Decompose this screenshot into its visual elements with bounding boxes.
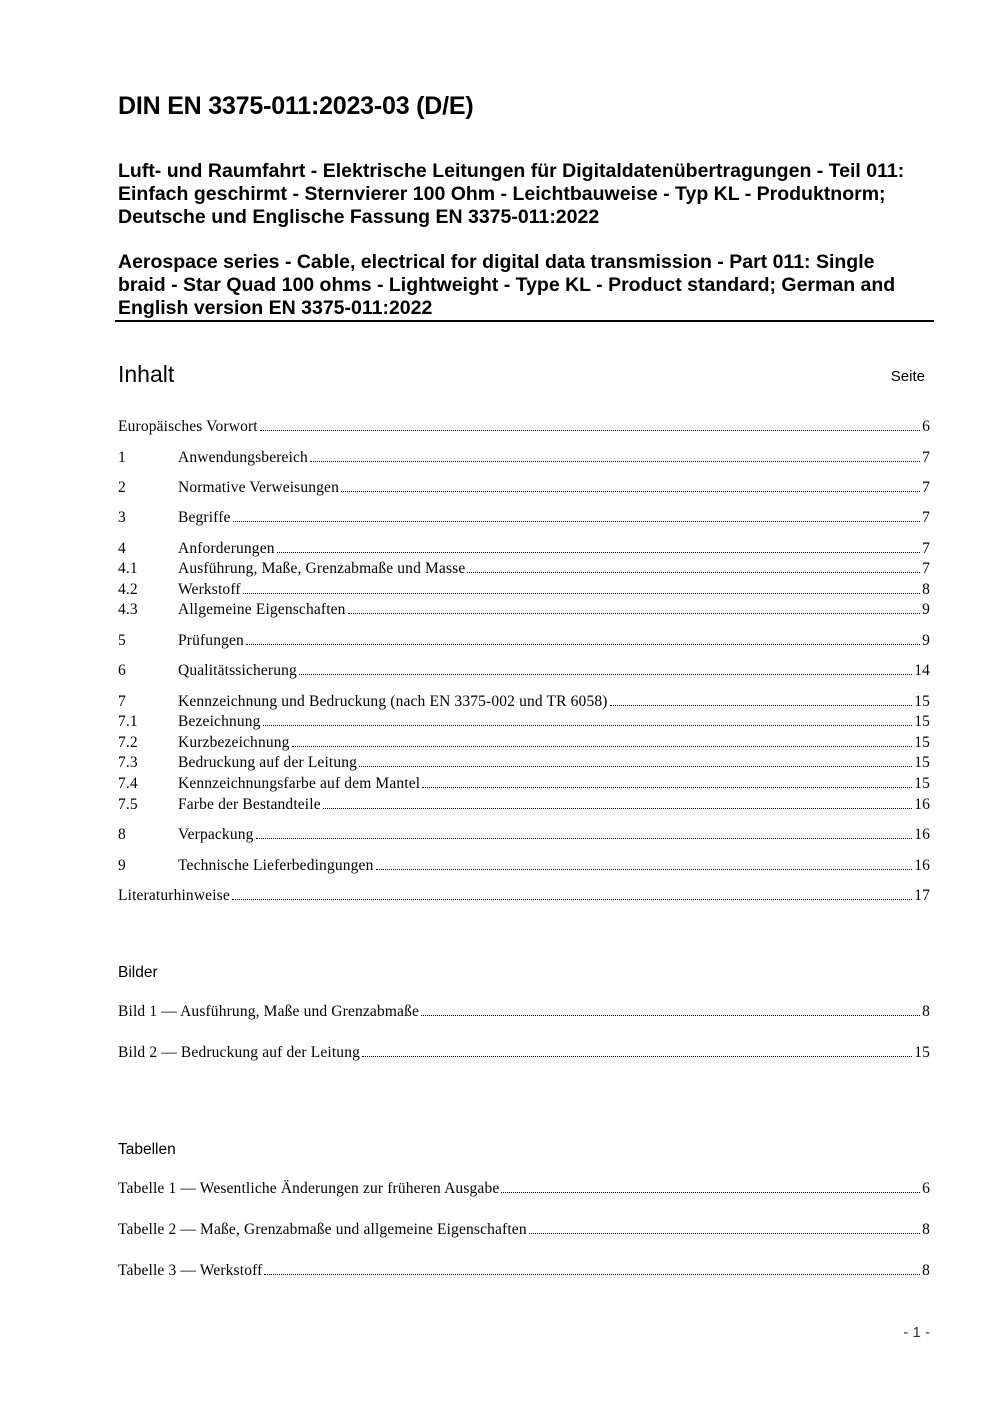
toc-entry[interactable] — [118, 539, 930, 559]
page-number: - 1 - — [903, 1324, 930, 1341]
toc-entry-page: 15 — [914, 693, 930, 710]
dot-leader — [359, 766, 912, 767]
dot-leader — [260, 430, 920, 431]
dot-leader — [246, 644, 920, 645]
figure-entry-page: 8 — [922, 1003, 930, 1020]
dot-leader — [310, 461, 920, 462]
toc-entry-number: 7.2 — [118, 734, 138, 751]
toc-entry-number: 4.1 — [118, 560, 138, 577]
figure-entry[interactable] — [118, 1002, 930, 1022]
table-entry-label: Tabelle 2 — Maße, Grenzabmaße und allgemeine Eigenschaften — [118, 1221, 527, 1238]
title-german-line: Deutsche und Englische Fassung EN 3375-011:2022 — [118, 206, 600, 228]
dot-leader — [277, 552, 920, 553]
toc-entry-page: 8 — [922, 581, 930, 598]
title-english-line: Aerospace series - Cable, electrical for digital data transmission - Part 011: Single — [118, 251, 875, 273]
dot-leader — [292, 746, 913, 747]
toc-entry-page: 7 — [922, 449, 930, 466]
toc-entry-label: Kurzbezeichnung — [178, 734, 290, 751]
toc-entry[interactable] — [118, 774, 930, 794]
toc-entry-page: 15 — [914, 775, 930, 792]
toc-entry-page: 17 — [914, 887, 930, 904]
title-german-line: Luft- und Raumfahrt - Elektrische Leitungen für Digitaldatenübertragungen - Teil 011: — [118, 160, 905, 182]
figure-entry-label: Bild 1 — Ausführung, Maße und Grenzabmaße — [118, 1003, 420, 1020]
dot-leader — [264, 1274, 920, 1275]
title-english-line: braid - Star Quad 100 ohms - Lightweight - Type KL - Product standard; German and — [118, 274, 896, 296]
toc-entry-label: Werkstoff — [178, 581, 241, 598]
toc-entry[interactable] — [118, 508, 930, 528]
toc-entry-number: 4.3 — [118, 601, 138, 618]
figure-entry[interactable] — [118, 1043, 930, 1063]
dot-leader — [243, 593, 920, 594]
figure-entry-page: 15 — [914, 1044, 930, 1061]
toc-entry-number: 7.4 — [118, 775, 138, 792]
toc-entry-page: 9 — [922, 632, 930, 649]
table-entry-page: 6 — [922, 1180, 930, 1197]
toc-entry[interactable] — [118, 559, 930, 579]
toc-entry-page: 16 — [914, 796, 930, 813]
toc-entry-number: 7 — [118, 693, 126, 710]
dot-leader — [467, 572, 920, 573]
toc-entry[interactable] — [118, 795, 930, 815]
toc-entry-number: 8 — [118, 826, 126, 843]
toc-entry[interactable] — [118, 692, 930, 712]
toc-entry[interactable] — [118, 886, 930, 906]
toc-page-column-label: Seite — [890, 368, 925, 385]
table-entry-page: 8 — [922, 1262, 930, 1279]
toc-heading: Inhalt — [118, 361, 175, 387]
toc-entry-number: 7.3 — [118, 754, 138, 771]
toc-entry-label: Verpackung — [178, 826, 254, 843]
toc-entry-label: Technische Lieferbedingungen — [178, 857, 374, 874]
title-german — [118, 160, 933, 229]
dot-leader — [376, 869, 913, 870]
dot-leader — [233, 521, 921, 522]
toc-entry-label: Kennzeichnungsfarbe auf dem Mantel — [178, 775, 421, 792]
toc-entry-number: 6 — [118, 662, 126, 679]
dot-leader — [341, 491, 920, 492]
toc-entry[interactable] — [118, 753, 930, 773]
toc-entry[interactable] — [118, 448, 930, 468]
dot-leader — [323, 808, 912, 809]
toc-entry-number: 2 — [118, 479, 126, 496]
toc-entry-number: 4 — [118, 540, 126, 557]
toc-entry-label: Qualitätssicherung — [178, 662, 297, 679]
toc-entry-label: Farbe der Bestandteile — [178, 796, 321, 813]
toc-entry-page: 15 — [914, 713, 930, 730]
dot-leader — [256, 838, 913, 839]
toc-entry-label: Normative Verweisungen — [178, 479, 339, 496]
toc-entry-label: Europäisches Vorwort — [118, 418, 258, 435]
dot-leader — [501, 1192, 920, 1193]
dot-leader — [263, 725, 913, 726]
toc-entry-number: 4.2 — [118, 581, 138, 598]
toc-entry-label: Allgemeine Eigenschaften — [178, 601, 346, 618]
title-german-line: Einfach geschirmt - Sternvierer 100 Ohm - Leichtbauweise - Typ KL - Produktnorm; — [118, 183, 886, 205]
toc-entry-page: 16 — [914, 826, 930, 843]
toc-entry-label: Begriffe — [178, 509, 231, 526]
toc-entry[interactable] — [118, 661, 930, 681]
toc-entry-label: Ausführung, Maße, Grenzabmaße und Masse — [178, 560, 466, 577]
toc-entry-page: 16 — [914, 857, 930, 874]
toc-entry-label: Anwendungsbereich — [178, 449, 308, 466]
toc-entry-number: 3 — [118, 509, 126, 526]
toc-entry-page: 7 — [922, 540, 930, 557]
toc-entry-label: Kennzeichnung und Bedruckung (nach EN 3375-002 und TR 6058) — [178, 693, 608, 710]
dot-leader — [299, 674, 912, 675]
table-entry[interactable] — [118, 1220, 930, 1240]
table-entry-label: Tabelle 1 — Wesentliche Änderungen zur früheren Ausgabe — [118, 1180, 500, 1197]
toc-entry-page: 14 — [914, 662, 930, 679]
toc-entry-page: 15 — [914, 734, 930, 751]
toc-entry[interactable] — [118, 825, 930, 845]
toc-entry[interactable] — [118, 580, 930, 600]
header-divider — [115, 320, 934, 322]
toc-entry-page: 9 — [922, 601, 930, 618]
toc-entry-label: Prüfungen — [178, 632, 244, 649]
table-entry[interactable] — [118, 1261, 930, 1281]
table-entry-page: 8 — [922, 1221, 930, 1238]
toc-entry-number: 9 — [118, 857, 126, 874]
dot-leader — [362, 1056, 912, 1057]
toc-entry-number: 1 — [118, 449, 126, 466]
toc-entry[interactable] — [118, 712, 930, 732]
dot-leader — [348, 613, 921, 614]
toc-entry-page: 7 — [922, 509, 930, 526]
toc-entry-label: Bezeichnung — [178, 713, 261, 730]
title-english — [118, 251, 933, 320]
toc-entry[interactable] — [118, 856, 930, 876]
toc-entry-page: 15 — [914, 754, 930, 771]
toc-entry[interactable] — [118, 417, 930, 437]
dot-leader — [529, 1233, 920, 1234]
dot-leader — [610, 705, 913, 706]
document-id: DIN EN 3375-011:2023-03 (D/E) — [118, 92, 474, 120]
figure-entry-label: Bild 2 — Bedruckung auf der Leitung — [118, 1044, 361, 1061]
dot-leader — [422, 787, 912, 788]
table-entry[interactable] — [118, 1179, 930, 1199]
figures-heading: Bilder — [118, 964, 158, 981]
toc-entry-label: Literaturhinweise — [118, 887, 230, 904]
dot-leader — [232, 899, 912, 900]
toc-entry-label: Anforderungen — [178, 540, 275, 557]
toc-entry-number: 7.5 — [118, 796, 138, 813]
toc-entry[interactable] — [118, 733, 930, 753]
toc-entry-page: 6 — [922, 418, 930, 435]
toc-entry-number: 5 — [118, 632, 126, 649]
table-entry-label: Tabelle 3 — Werkstoff — [118, 1262, 263, 1279]
toc-entry-page: 7 — [922, 479, 930, 496]
toc-entry-page: 7 — [922, 560, 930, 577]
toc-entry[interactable] — [118, 631, 930, 651]
dot-leader — [421, 1015, 920, 1016]
toc-entry[interactable] — [118, 478, 930, 498]
tables-heading: Tabellen — [118, 1141, 176, 1158]
toc-entry-number: 7.1 — [118, 713, 138, 730]
title-english-line: English version EN 3375-011:2022 — [118, 297, 433, 319]
toc-entry[interactable] — [118, 600, 930, 620]
toc-entry-label: Bedruckung auf der Leitung — [178, 754, 358, 771]
